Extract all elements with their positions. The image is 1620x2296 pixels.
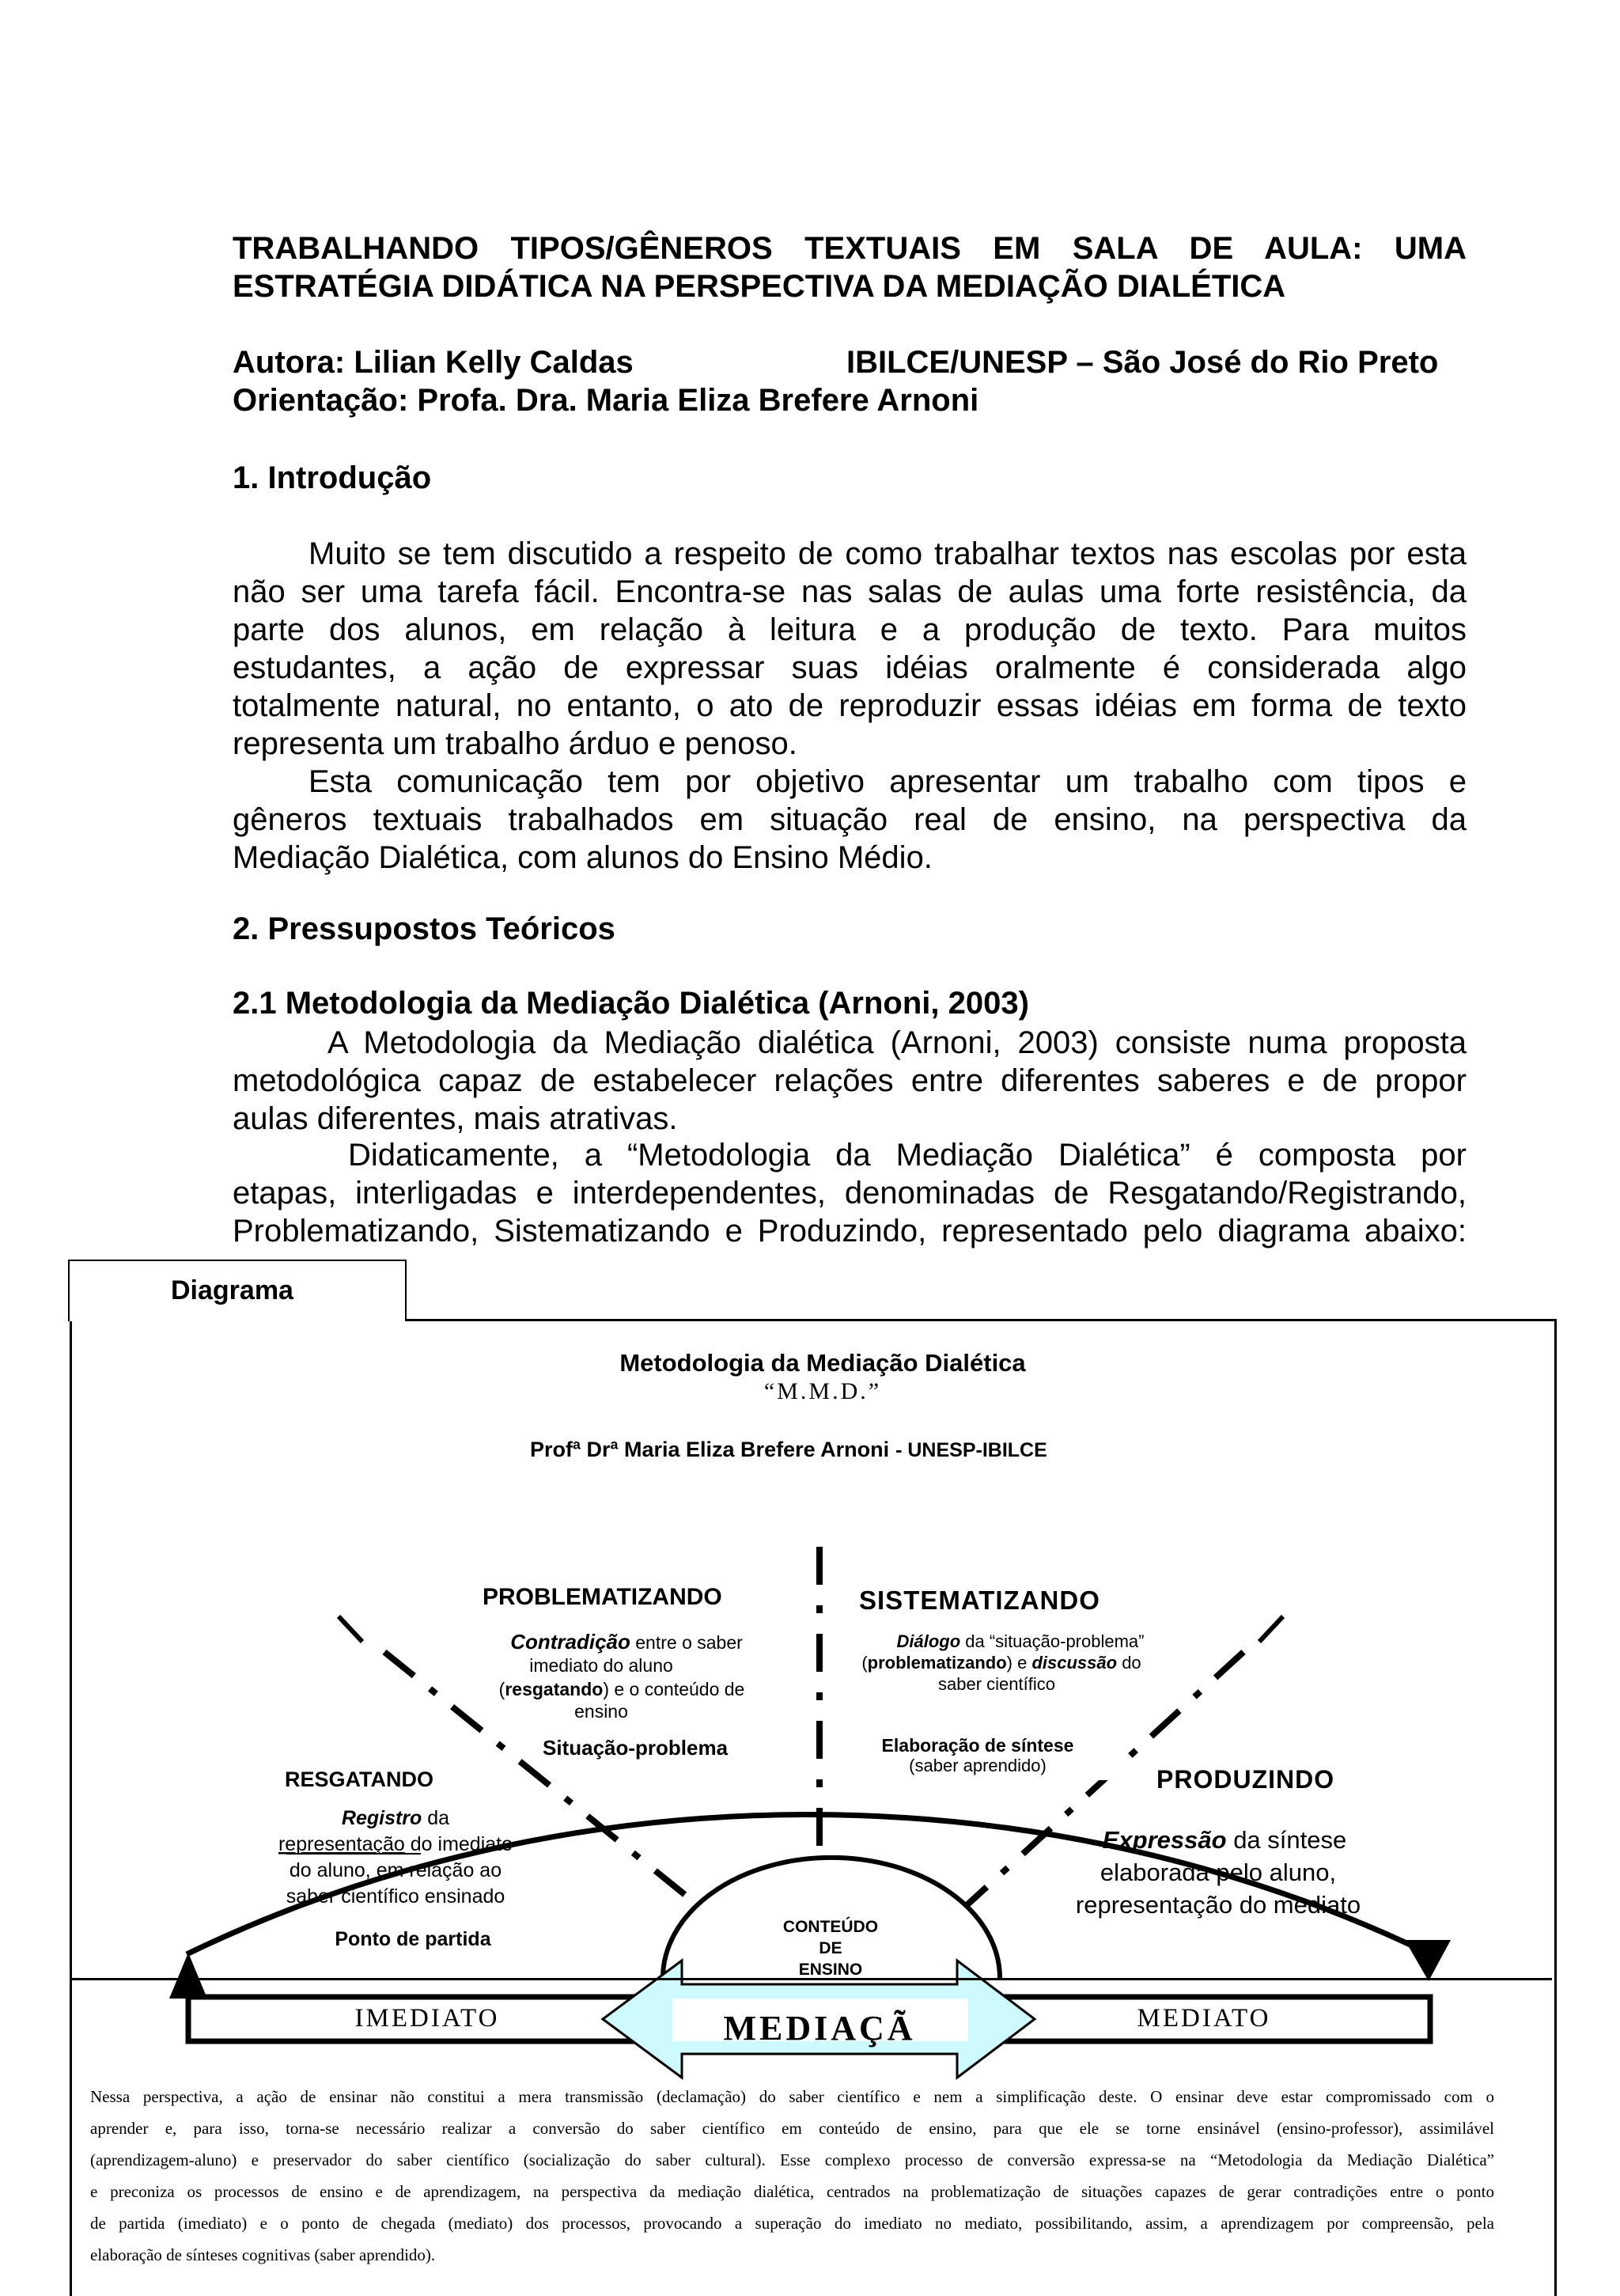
text-line: gêneros textuais trabalhados em situação real de ensino, na perspectiva da (233, 802, 1467, 837)
paper-title-line1: TRABALHANDO TIPOS/GÊNEROS TEXTUAIS EM SALA DE AULA: UMA (233, 231, 1467, 266)
arrowhead-down-icon (1405, 1940, 1451, 1981)
text-fragment: ( (861, 1653, 868, 1673)
diagram-credit-inst: - UNESP-IBILCE (895, 1439, 1047, 1461)
arc-gap (443, 1563, 475, 1578)
footnote-line: e preconiza os processos de ensino e de aprendizagem, na perspectiva da mediação dialética, centrados na problematização de situações capazes de gerar contradições entre o ponto (90, 2182, 1494, 2201)
text-line: aulas diferentes, mais atrativas. (233, 1101, 678, 1136)
diagram-tab-label: Diagrama (171, 1275, 293, 1305)
center-label-line1: CONTEÚDO (782, 1918, 879, 1936)
paper-title-line2: ESTRATÉGIA DIDÁTICA NA PERSPECTIVA DA MEDIAÇÃO DIALÉTICA (233, 269, 1286, 304)
imediato-label: IMEDIATO (354, 2004, 500, 2033)
resgatando-line1 (342, 1807, 449, 1829)
ponto-de-partida: Ponto de partida (335, 1928, 491, 1950)
mediato-label: MEDIATO (1137, 2004, 1271, 2033)
text-line: Muito se tem discutido a respeito de como trabalhar textos nas escolas por esta (308, 536, 1467, 571)
sistematizando-rest: da “situação-problema” (960, 1631, 1145, 1651)
arc-gap (1354, 1733, 1378, 1768)
text-line: estudantes, a ação de expressar suas idéias oralmente é considerada algo (233, 650, 1467, 685)
diagram-footnote (90, 2081, 1494, 2271)
sistematizando-label: SISTEMATIZANDO (859, 1586, 1100, 1615)
produzindo-label: PRODUZINDO (1156, 1765, 1335, 1794)
text-line: etapas, interligadas e interdependentes, denominadas de Resgatando/Registrando, (233, 1176, 1467, 1211)
sistematizando-line1 (896, 1631, 1144, 1651)
footnote-line: de partida (imediato) e o ponto de chegada (mediato) dos processos, provocando a superação do imediato no mediato, possibilitando, assim, a aprendizagem por compreensão, pela (90, 2214, 1494, 2233)
diagram-acronym: “M.M.D.” (763, 1378, 882, 1404)
section-heading-pressupostos: 2. Pressupostos Teóricos (233, 911, 615, 946)
produzindo-line2: elaborada pelo aluno, (1100, 1858, 1337, 1886)
text-line: Esta comunicação tem por objetivo apresentar um trabalho com tipos e (308, 764, 1467, 799)
text-fragment: discussão (1031, 1653, 1118, 1673)
text-line: Mediação Dialética, com alunos do Ensino Médio. (233, 840, 933, 875)
produzindo-em: Expressão (1102, 1826, 1227, 1854)
text-fragment: problematizando (867, 1653, 1007, 1673)
diagram-credit-name: Profª Drª Maria Eliza Brefere Arnoni (530, 1438, 890, 1461)
text-fragment: resgatando (505, 1679, 604, 1699)
text-line: Didaticamente, a “Metodologia da Mediação Dialética” é composta por (348, 1138, 1467, 1173)
author-name: Autora: Lilian Kelly Caldas (233, 345, 634, 380)
problematizando-em: Contradição (510, 1630, 630, 1654)
mediacao-label: MEDIAÇÃ (723, 2009, 916, 2048)
resgatando-label: RESGATANDO (285, 1767, 433, 1791)
text-line: representa um trabalho árduo e penoso. (233, 726, 797, 761)
section-heading-introducao: 1. Introdução (233, 460, 432, 495)
center-label-line3: ENSINO (798, 1961, 863, 1979)
text-fragment: do imediato (404, 1833, 513, 1855)
text-line: Problematizando, Sistematizando e Produzindo, representado pelo diagrama abaixo: (233, 1214, 1467, 1248)
orientation: Orientação: Profa. Dra. Maria Eliza Brefere Arnoni (233, 383, 979, 418)
resgatando-line3: do aluno, em relação ao (289, 1859, 502, 1881)
elaboracao-sintese: Elaboração de síntese (881, 1735, 1074, 1756)
text-fragment: ) e o conteúdo de (603, 1679, 745, 1699)
center-label-line2: DE (819, 1939, 842, 1957)
text-line: não ser uma tarefa fácil. Encontra-se nas salas de aulas uma forte resistência, da (233, 574, 1467, 609)
problematizando-line1 (510, 1630, 743, 1654)
arc-tick (339, 1616, 362, 1642)
footnote-line: aprender e, para isso, torna-se necessário realizar a conversão do saber científico em conteúdo de ensino, para que ele se torne ensinável (ensino-professor), assimilável (90, 2119, 1494, 2138)
text-line: parte dos alunos, em relação à leitura e a produção de texto. Para muitos (233, 612, 1467, 647)
sistematizando-line2 (861, 1653, 1141, 1673)
footnote-line: (aprendizagem-aluno) e preservador do saber científico (socialização do saber cultural). Esse complexo processo de conversão expressa-se na “Metodologia da Mediação Dialética” (90, 2150, 1494, 2169)
footnote-line: elaboração de sínteses cognitivas (saber aprendido). (90, 2245, 436, 2264)
problematizando-line2: imediato do aluno (529, 1655, 673, 1676)
text-fragment: ( (498, 1679, 505, 1699)
author-institution: IBILCE/UNESP – São José do Rio Preto (846, 345, 1439, 380)
resgatando-line4: saber científico ensinado (286, 1885, 505, 1908)
situacao-problema: Situação-problema (543, 1736, 729, 1760)
produzindo-line3: representação do mediato (1075, 1891, 1361, 1919)
resgatando-em: Registro (341, 1807, 422, 1829)
saber-aprendido-visible: (saber aprendido) (909, 1756, 1047, 1775)
sistematizando-em: Diálogo (896, 1631, 961, 1651)
diagram-title: Metodologia da Mediação Dialética (619, 1349, 1026, 1377)
subsection-heading-mmd: 2.1 Metodologia da Mediação Dialética (Arnoni, 2003) (233, 986, 1029, 1021)
text-line: totalmente natural, no entanto, o ato de reproduzir essas idéias em forma de texto (233, 688, 1467, 723)
text-fragment: representação (278, 1833, 405, 1855)
problematizando-rest: entre o saber (630, 1632, 743, 1653)
resgatando-rest: da (422, 1807, 450, 1829)
problematizando-label: PROBLEMATIZANDO (483, 1584, 722, 1610)
text-line: A Metodologia da Mediação dialética (Arnoni, 2003) consiste numa proposta (327, 1025, 1467, 1060)
produzindo-line1 (1103, 1826, 1346, 1854)
footnote-line: Nessa perspectiva, a ação de ensinar não constitui a mera transmissão (declamação) do saber científico e nem a simplificação deste. O ensinar deve estar compromissado com o (90, 2087, 1494, 2106)
arc-tick (1259, 1616, 1283, 1642)
text-fragment: ) e (1006, 1653, 1032, 1673)
resgatando-line2 (278, 1833, 513, 1855)
diagram-credit (530, 1438, 1047, 1461)
text-line: metodológica capaz de estabelecer relações entre diferentes saberes e de propor (233, 1063, 1467, 1098)
text-fragment: do (1117, 1653, 1141, 1673)
produzindo-rest: da síntese (1226, 1826, 1347, 1854)
problematizando-line4: ensino (574, 1701, 628, 1722)
problematizando-line3 (499, 1679, 745, 1699)
sistematizando-line3: saber científico (938, 1674, 1055, 1694)
